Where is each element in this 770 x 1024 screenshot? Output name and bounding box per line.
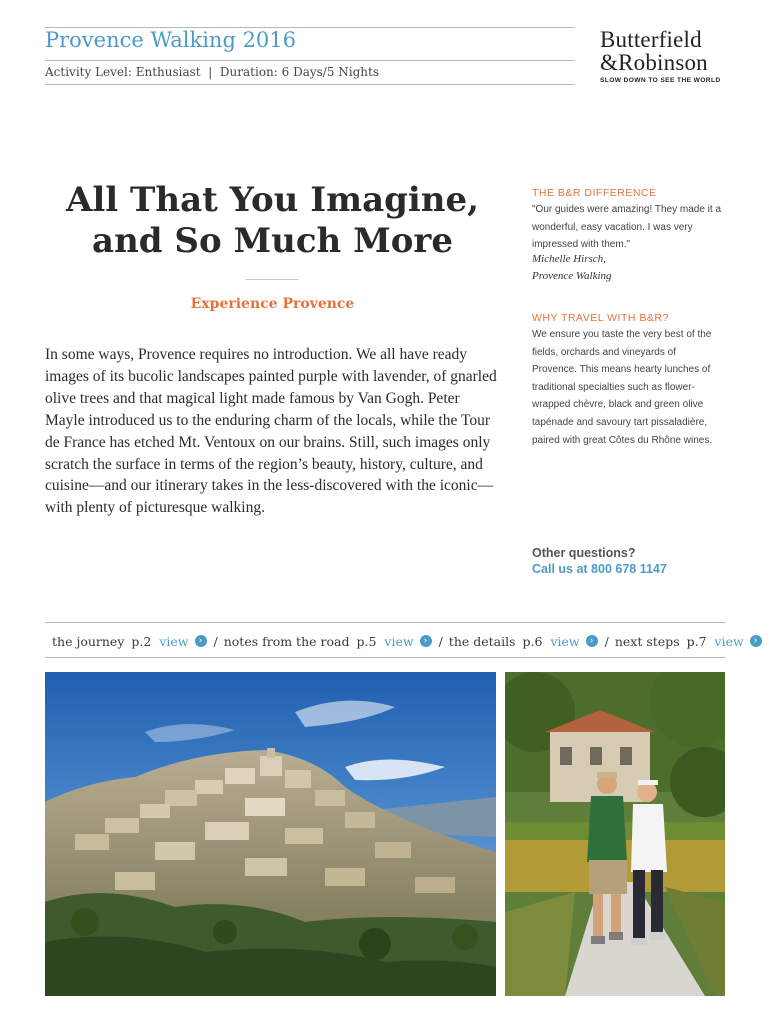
arrow-right-icon[interactable]: › <box>195 635 207 647</box>
arrow-right-icon[interactable]: › <box>420 635 432 647</box>
nav-page: p.5 <box>356 633 377 649</box>
testimonial-trip: Provence Walking <box>532 270 612 282</box>
view-link-notes[interactable]: view <box>384 633 414 649</box>
nav-label: notes from the road <box>223 633 350 649</box>
nav-separator: / <box>213 633 218 649</box>
nav-item-next-steps <box>615 634 707 649</box>
difference-heading: THE B&R DIFFERENCE <box>532 187 657 199</box>
view-link-next-steps[interactable]: view <box>714 633 744 649</box>
nav-item-notes <box>224 634 377 649</box>
other-questions-label: Other questions? <box>532 546 636 560</box>
logo-line-1: Butterfield <box>600 27 702 52</box>
nav-separator: / <box>438 633 443 649</box>
nav-label: the journey <box>52 633 125 649</box>
nav-bottom-rule <box>45 657 725 658</box>
brand-logo <box>600 28 728 84</box>
page-headline <box>45 180 500 262</box>
headline-line-2: and So Much More <box>92 221 453 261</box>
headline-line-1: All That You Imagine, <box>66 180 479 220</box>
nav-page: p.7 <box>686 633 707 649</box>
testimonial-quote: "Our guides were amazing! They made it a wonderful, easy vacation. I was very impressed with them." <box>532 204 722 251</box>
nav-label: the details <box>448 633 516 649</box>
activity-meta: Activity Level: Enthusiast | Duration: 6 Days/5 Nights <box>45 65 380 79</box>
arrow-right-icon[interactable]: › <box>586 635 598 647</box>
nav-label: next steps <box>614 633 680 649</box>
document-title: Provence Walking 2016 <box>45 28 297 52</box>
section-nav <box>52 631 762 651</box>
nav-top-rule <box>45 622 725 623</box>
intro-paragraph: In some ways, Provence requires no introduction. We all have ready images of its bucolic landscapes painted purple with lavender, of gnarled olive trees and that magical light made famous by Van Gogh. Peter Mayle introduced us to the enduring charm of the locals, while the Tour de France has etched Mt. Ventoux on our brains. Still, such images only scratch the surface in terms of the region’s beauty, history, culture, and cuisine—and our itinerary takes in the less-discovered with the iconic—with plenty of picturesque walking. <box>45 346 497 517</box>
headline-divider <box>246 279 298 280</box>
nav-page: p.2 <box>131 633 152 649</box>
section-subhead: Experience Provence <box>190 296 355 312</box>
nav-item-journey <box>52 634 151 649</box>
nav-item-details <box>449 634 543 649</box>
walking-couple-illustration <box>505 672 725 996</box>
nav-page: p.6 <box>522 633 543 649</box>
why-travel-text: We ensure you taste the very best of the fields, orchards and vineyards of Provence. This means hearty lunches of traditional specialties such as flower-wrapped chèvre, black and green olive tapénade and savoury tart pissaladière, paired with great Côtes du Rhône wines. <box>532 329 713 446</box>
arrow-right-icon[interactable]: › <box>750 635 762 647</box>
hilltop-village-photo <box>45 672 496 996</box>
view-link-journey[interactable]: view <box>159 633 189 649</box>
nav-separator: / <box>604 633 609 649</box>
call-us-link[interactable]: Call us at 800 678 1147 <box>532 562 667 576</box>
why-travel-heading: WHY TRAVEL WITH B&R? <box>532 312 669 324</box>
logo-line-2: &Robinson <box>600 50 708 75</box>
header-bottom-rule <box>45 84 575 85</box>
header-middle-rule <box>45 60 575 61</box>
hilltop-village-illustration <box>45 672 496 996</box>
logo-tagline: SLOW DOWN TO SEE THE WORLD <box>600 77 721 84</box>
view-link-details[interactable]: view <box>550 633 580 649</box>
testimonial-author: Michelle Hirsch, <box>532 253 606 265</box>
walking-couple-photo <box>505 672 725 996</box>
